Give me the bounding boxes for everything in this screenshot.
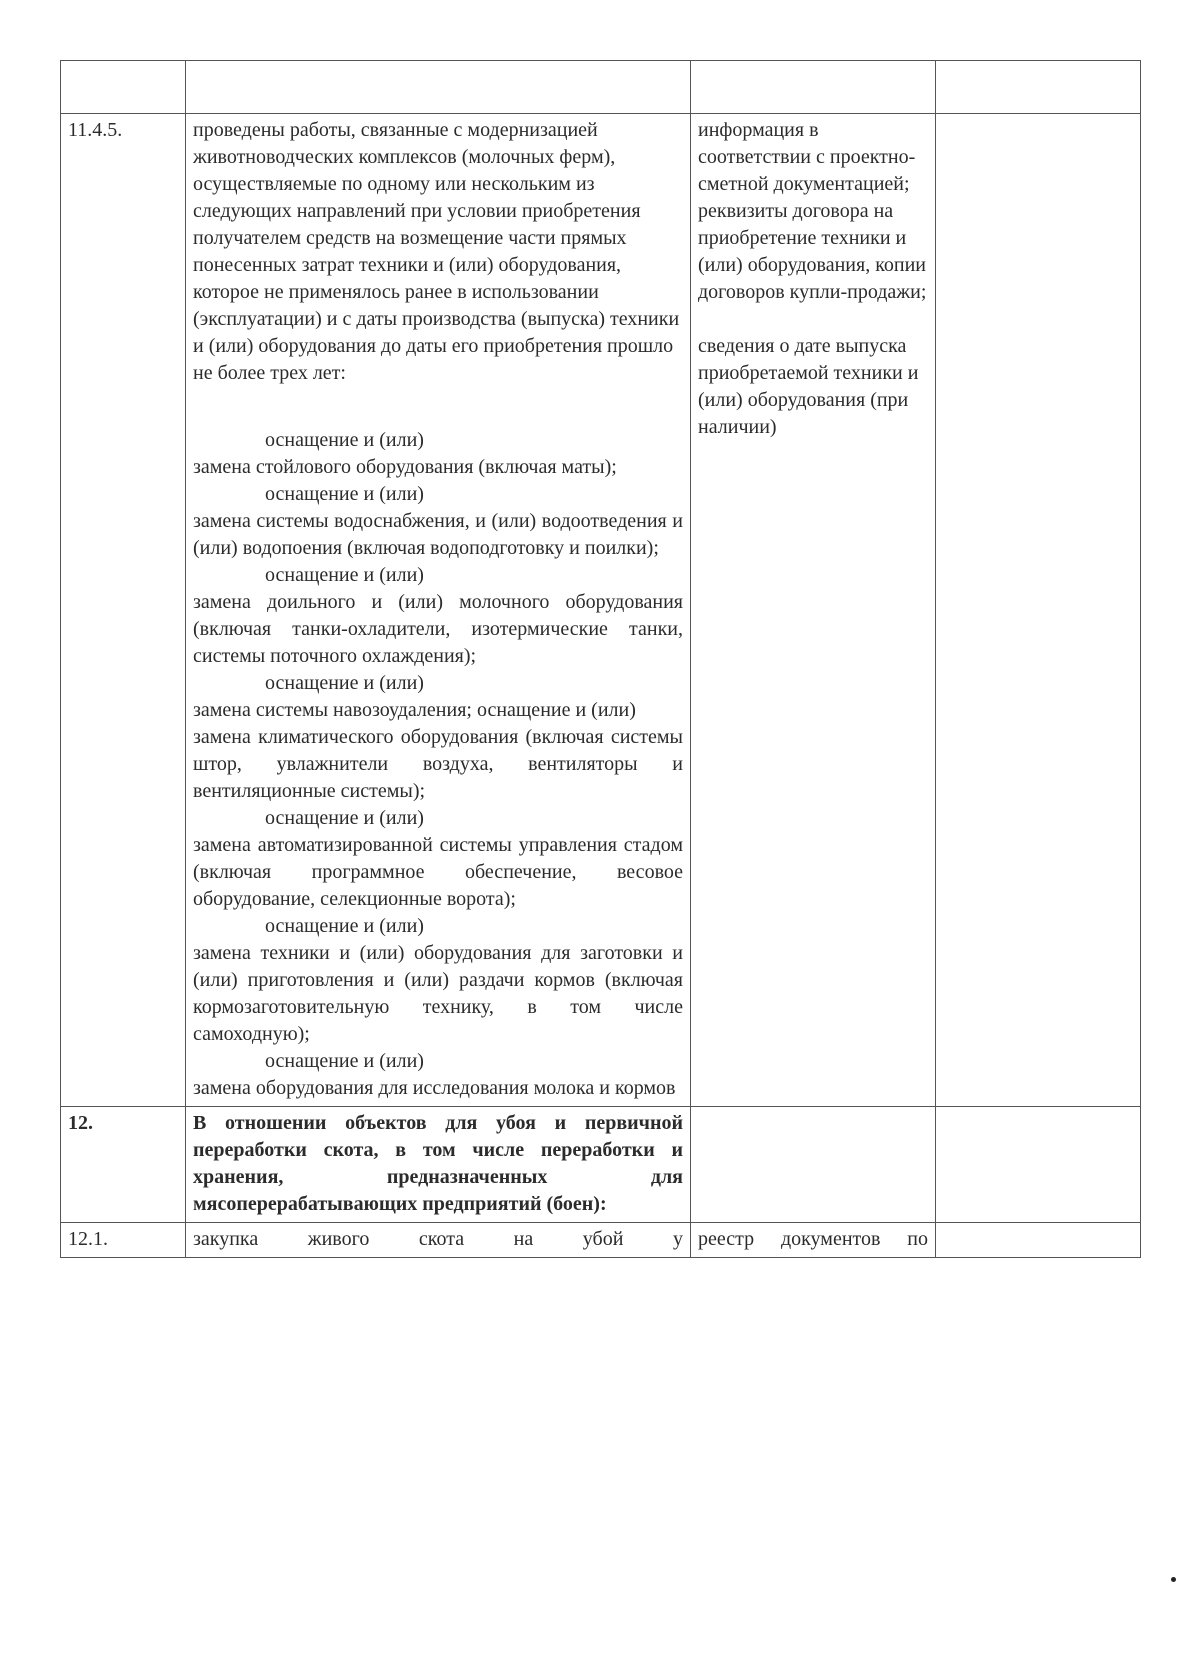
- table-header-row: [61, 61, 1141, 114]
- item-text: замена техники и (или) оборудования для заготовки и (или) приготовления и (или) раздачи кормов (включая кормозаготовительную технику, в том числе самоходную);: [193, 942, 683, 1045]
- item-text: замена системы навозоудаления; оснащение и (или): [193, 699, 636, 721]
- section-heading: В отношении объектов для убоя и первичной переработки скота, в том числе переработки и хранения, предназначенных для мясоперерабатывающих предприятий (боен):: [186, 1107, 691, 1223]
- table-row: [61, 1223, 1141, 1258]
- item-lead: оснащение и (или): [265, 483, 424, 505]
- scan-speck: [1171, 1577, 1176, 1582]
- empty-cell: [936, 1223, 1141, 1258]
- header-cell: [186, 61, 691, 114]
- table-row: [61, 1107, 1141, 1223]
- row-number: 12.: [61, 1107, 186, 1223]
- item-text: замена климатического оборудования (включая системы штор, увлажнители воздуха, вентиляторы и вентиляционные системы);: [193, 726, 683, 802]
- item-text: замена доильного и (или) молочного оборудования (включая танки-охладители, изотермические танки, системы поточного охлаждения);: [193, 591, 683, 667]
- documents-cell: [691, 1223, 936, 1258]
- item-text: замена системы водоснабжения, и (или) водоотведения и (или) водопоения (включая водоподготовку и поилки);: [193, 510, 683, 559]
- item-lead: оснащение и (или): [265, 429, 424, 451]
- item-lead: оснащение и (или): [265, 564, 424, 586]
- requirement-text: закупка живого скота на убой у: [193, 1228, 683, 1250]
- requirement-cell: [186, 1223, 691, 1258]
- item-lead: оснащение и (или): [265, 915, 424, 937]
- empty-cell: [936, 114, 1141, 1107]
- header-cell: [61, 61, 186, 114]
- item-text: замена стойлового оборудования (включая маты);: [193, 456, 617, 478]
- requirement-intro: проведены работы, связанные с модернизацией животноводческих комплексов (молочных ферм), осуществляемые по одному или нескольким из следующих направлений при условии приобретения получателем средств на возмещение части прямых понесенных затрат техники и (или) оборудования, которое не применялось ранее в использовании (эксплуатации) и с даты производства (выпуска) техники и (или) оборудования до даты его приобретения прошло не более трех лет:: [193, 119, 680, 384]
- documents-text: реестр документов по: [698, 1228, 928, 1250]
- empty-cell: [936, 1107, 1141, 1223]
- item-text: замена автоматизированной системы управления стадом (включая программное обеспечение, весовое оборудование, селекционные ворота);: [193, 834, 683, 910]
- documents-text: информация в соответствии с проектно-сметной документацией; реквизиты договора на приобретение техники и (или) оборудования, копии договоров купли-продажи;: [698, 119, 927, 303]
- item-lead: оснащение и (или): [265, 807, 424, 829]
- documents-text: сведения о дате выпуска приобретаемой техники и (или) оборудования (при наличии): [698, 335, 919, 438]
- header-cell: [936, 61, 1141, 114]
- empty-cell: [691, 1107, 936, 1223]
- documents-cell: [691, 114, 936, 1107]
- item-text: замена оборудования для исследования молока и кормов: [193, 1077, 676, 1099]
- row-number: 12.1.: [61, 1223, 186, 1258]
- header-cell: [691, 61, 936, 114]
- requirement-cell: [186, 114, 691, 1107]
- requirements-table: [60, 60, 1141, 1258]
- item-lead: оснащение и (или): [265, 672, 424, 694]
- table-row: [61, 114, 1141, 1107]
- item-lead: оснащение и (или): [265, 1050, 424, 1072]
- row-number: 11.4.5.: [61, 114, 186, 1107]
